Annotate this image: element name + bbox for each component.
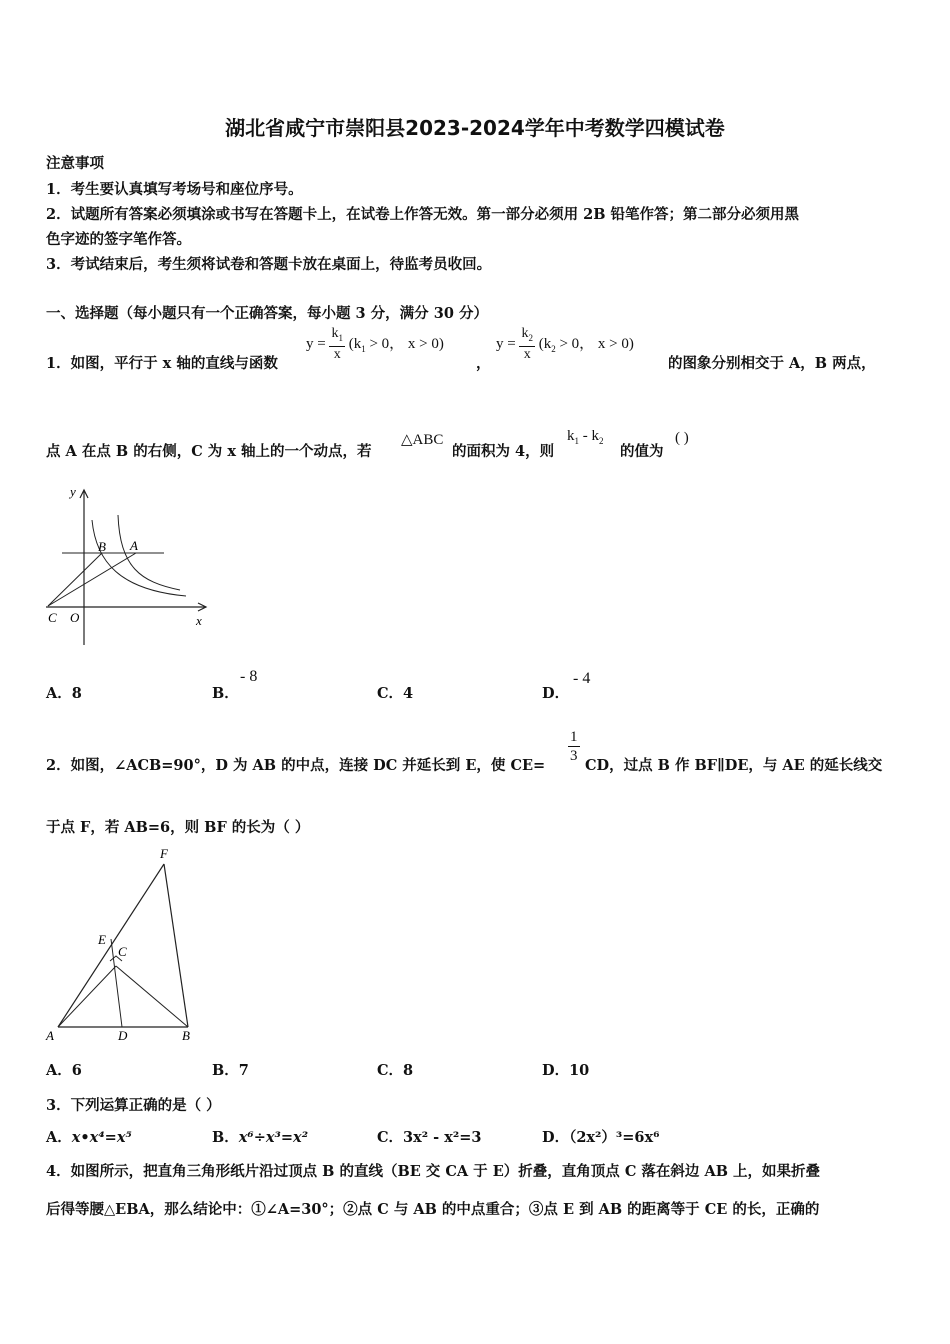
q2-label-d: D <box>118 1028 128 1043</box>
q1-f1-cond: (k <box>348 335 362 352</box>
q3-option-b <box>212 1126 308 1147</box>
q1-function-2 <box>496 326 634 363</box>
q1-figure <box>40 482 220 652</box>
q1-answer-paren: ( ) <box>675 430 689 446</box>
q3-option-b-label: B． <box>212 1129 239 1146</box>
q2-frac-num: 1 <box>570 729 578 745</box>
q2-option-a: A．6 <box>46 1062 82 1079</box>
q3-option-d <box>542 1126 660 1147</box>
q3-option-a-label: A． <box>46 1129 72 1146</box>
q2-segment-fb <box>164 864 188 1027</box>
q2-lead: 2．如图，∠ACB=90°，D 为 AB 的中点，连接 DC 并延长到 E，使 CE= <box>46 757 546 774</box>
q1-f1-fraction <box>329 326 345 363</box>
q1-f2-cond: (k <box>538 335 552 352</box>
q1-f2-num-sub: 2 <box>528 332 533 343</box>
q2-segment-cb <box>116 966 188 1027</box>
q2-segment-ac <box>58 966 116 1027</box>
q2-label-c: C <box>118 944 127 959</box>
q1-label-b: B <box>98 539 106 554</box>
q1-f2-cond-sub: 2 <box>551 343 556 354</box>
notice-item-2: 2．试题所有答案必须填涂或书写在答题卡上，在试卷上作答无效。第一部分必须用 2B 铅笔作答；第二部分必须用黑 <box>46 206 800 223</box>
q1-lead: 1．如图，平行于 x 轴的直线与函数 <box>46 355 278 372</box>
q1-label-a: A <box>130 538 138 553</box>
page-title: 湖北省咸宁市崇阳县2023-2024学年中考数学四模试卷 <box>225 116 725 140</box>
q1-f2-num: k <box>521 326 529 341</box>
q1-k-expression <box>567 428 604 446</box>
q1-line2c: 的值为 <box>620 443 664 460</box>
q2-option-c: C．8 <box>377 1062 414 1079</box>
q1-option-b: B． <box>212 685 239 702</box>
q1-tail: 的图象分别相交于 A，B 两点， <box>668 355 876 372</box>
q3-option-a <box>46 1126 132 1147</box>
q1-k2-sub: 2 <box>599 436 604 446</box>
q1-f1-cond-sub: 1 <box>361 343 366 354</box>
notice-heading: 注意事项 <box>46 155 104 172</box>
q1-function-1 <box>306 326 444 363</box>
q3-option-c-label: C． <box>377 1129 404 1146</box>
q4-line2: 后得等腰△EBA，那么结论中：①∠A=30°；②点 C 与 AB 的中点重合；③点 E 到 AB 的距离等于 CE 的长，正确的 <box>46 1201 820 1218</box>
q1-f1-num: k <box>331 326 339 341</box>
q2-figure <box>40 842 210 1052</box>
q1-label-y: y <box>70 484 76 499</box>
q1-f1-cond-tail: > 0， x > 0) <box>365 335 444 352</box>
q1-label-x: x <box>196 613 202 628</box>
q2-option-d: D．10 <box>542 1062 590 1079</box>
q1-f1-num-sub: 1 <box>338 332 343 343</box>
q1-k1-sub: 1 <box>574 436 579 446</box>
q1-line2b: 的面积为 4，则 <box>452 443 555 460</box>
q3-text: 3．下列运算正确的是（ ） <box>46 1097 221 1114</box>
q1-option-d: D． <box>542 685 570 702</box>
q1-option-d-value: - 4 <box>573 670 591 687</box>
q3-option-c <box>377 1126 481 1147</box>
q3-option-c-expr: 3x² - x²=3 <box>403 1129 482 1146</box>
q1-label-o: O <box>70 610 80 625</box>
q1-separator: ， <box>476 355 491 372</box>
q3-option-d-label: D． <box>542 1129 570 1146</box>
q1-option-a: A．8 <box>46 685 82 702</box>
q2-tail: CD，过点 B 作 BF∥DE，与 AE 的延长线交 <box>585 757 883 774</box>
q1-line2a: 点 A 在点 B 的右侧，C 为 x 轴上的一个动点，若 <box>46 443 372 460</box>
q1-segment-cb <box>48 553 102 606</box>
q2-line2: 于点 F，若 AB=6，则 BF 的长为（ ） <box>46 819 310 836</box>
notice-item-2-cont: 色字迹的签字笔作答。 <box>46 231 191 248</box>
q1-option-b-value: - 8 <box>240 668 258 685</box>
q1-f1-lhs: y = <box>306 335 326 352</box>
q2-option-b: B．7 <box>212 1062 249 1079</box>
q2-frac-den: 3 <box>570 748 578 764</box>
q1-triangle: △ABC <box>401 432 444 448</box>
q1-k1: k <box>567 428 575 444</box>
q1-f2-lhs: y = <box>496 335 516 352</box>
section-heading: 一、选择题（每小题只有一个正确答案，每小题 3 分，满分 30 分） <box>46 305 488 322</box>
notice-item-3: 3．考试结束后，考生须将试卷和答题卡放在桌面上，待监考员收回。 <box>46 256 492 273</box>
q1-f2-fraction <box>519 326 535 363</box>
q4-line1: 4．如图所示，把直角三角形纸片沿过顶点 B 的直线（BE 交 CA 于 E）折叠，直角顶点 C 落在斜边 AB 上，如果折叠 <box>46 1163 821 1180</box>
q2-label-a: A <box>46 1028 54 1043</box>
q3-option-b-expr: x⁶÷x³=x² <box>238 1129 309 1146</box>
q1-f2-den: x <box>523 346 531 362</box>
notice-item-1: 1．考生要认真填写考场号和座位序号。 <box>46 181 303 198</box>
q2-segment-af <box>58 864 164 1027</box>
q3-option-a-expr: x•x⁴=x⁵ <box>71 1129 132 1146</box>
q1-option-c: C．4 <box>377 685 414 702</box>
q1-k-mid: - k <box>579 428 599 444</box>
q2-label-e: E <box>98 932 106 947</box>
q3-option-d-expr: （2x²）³=6x⁶ <box>569 1129 660 1146</box>
q1-f1-den: x <box>333 346 341 362</box>
q1-segment-ca <box>48 553 136 606</box>
q2-fraction <box>568 728 580 765</box>
q2-label-f: F <box>160 846 168 861</box>
q1-curve-k2 <box>92 520 186 596</box>
q1-label-c: C <box>48 610 57 625</box>
q2-label-b: B <box>182 1028 190 1043</box>
q1-f2-cond-tail: > 0， x > 0) <box>555 335 634 352</box>
